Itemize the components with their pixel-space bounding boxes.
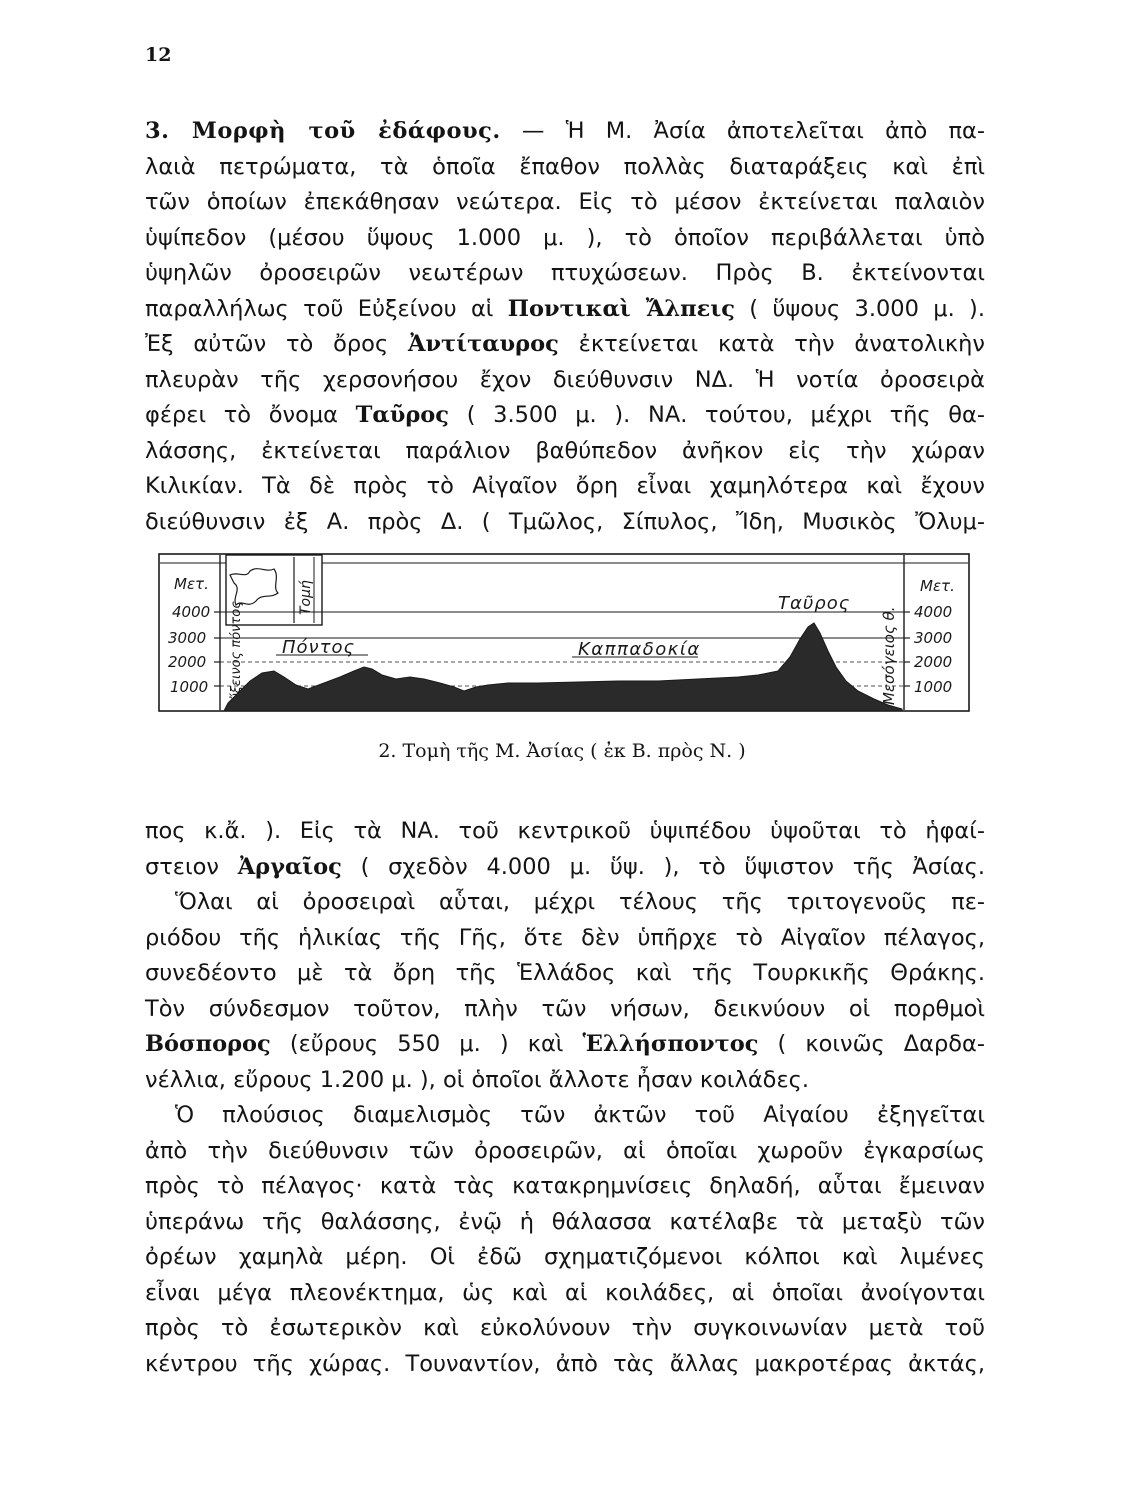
tick-right-4000: 4000 [914,603,953,621]
page-number: 12 [145,44,172,66]
line-text: ὑψηλῶν ὀροσειρῶν νεωτέρων πτυχώσεων. Πρὸς Β. ἐκτείνονται [145,260,985,286]
sea-label-mesogeios: Μεσόγειος θ. [880,606,898,705]
line-text: πρὸς τὸ ἐσωτερικὸν καὶ εὐκολύνουν τὴν συγκοινωνίαν μετὰ τοῦ [145,1315,985,1341]
line-text: πρὸς τὸ πέλαγος· κατὰ τὰς κατακρημνίσεις δηλαδή, αὗται ἔμειναν [145,1173,985,1199]
line-text: ὀρέων χαμηλὰ μέρη. Οἱ ἐδῶ σχηματιζόμενοι κόλποι καὶ λιμένες [145,1244,985,1270]
text-line [145,363,985,399]
text-line [145,1098,985,1134]
line-text: νέλλια, εὔρους 1.200 μ. ), οἱ ὁποῖοι ἄλλοτε ἦσαν κοιλάδες. [145,1066,809,1093]
inset-label: Τομή [298,580,314,615]
tick-left-2000: 2000 [168,653,207,671]
text-line [145,398,985,434]
text-line [145,1347,985,1383]
term-pontic-alps: Ποντικαὶ Ἄλπεις [507,295,735,322]
term-argaios: Ἀργαῖος [237,853,342,880]
line-text: πος κ.ἄ. ). Εἰς τὰ ΝΑ. τοῦ κεντρικοῦ ὑψιπέδου ὑψοῦται τὸ ἡφαί- [145,818,985,844]
line-text: Ἡ Μ. Ἀσία ἀποτελεῖται ἀπὸ πα- [565,118,985,144]
line-text: τῶν ὁποίων ἐπεκάθησαν νεώτερα. Εἰς τὸ μέσον ἐκτείνεται παλαιὸν [145,189,985,215]
line-text: Ὁ πλούσιος διαμελισμὸς τῶν ἀκτῶν τοῦ Αἰγαίου ἐξηγεῖται [175,1102,985,1128]
region-tavros: Ταῦρος [778,593,851,614]
tick-right-1000: 1000 [914,678,953,696]
text-line [145,1027,985,1063]
text-line [145,434,985,470]
text-line [145,885,985,921]
region-pontos: Πόντος [282,637,356,658]
text-line [145,1240,985,1276]
text-line [145,469,985,505]
text-line [145,1205,985,1241]
line-text: εἶναι μέγα πλεονέκτημα, ὡς καὶ αἱ κοιλάδες, αἱ ὁποῖαι ἀνοίγονται [145,1279,985,1306]
text-line [145,327,985,363]
term-bosporos: Βόσπορος [145,1031,271,1057]
text-line [145,956,985,992]
text-line [145,1134,985,1170]
line-text: ὑπεράνω τῆς θαλάσσης, ἐνῷ ἡ θάλασσα κατέλαβε τὰ μεταξὺ τῶν [145,1208,985,1235]
tick-right-2000: 2000 [914,653,953,671]
line-text: διεύθυνσιν ἐξ Α. πρὸς Δ. ( Τμῶλος, Σίπυλος, Ἴδη, Μυσικὸς Ὄλυμ- [145,508,985,535]
line-text: ἀπὸ τὴν διεύθυνσιν τῶν ὀροσειρῶν, αἱ ὁποῖαι χωροῦν ἐγκαρσίως [145,1137,985,1164]
line-text: παραλλήλως τοῦ Εὐξείνου αἱ [145,295,508,322]
text-line [145,292,985,328]
tick-left-4000: 4000 [172,603,211,621]
text-line [145,921,985,957]
line-text: Ὅλαι αἱ ὀροσειραὶ αὗται, μέχρι τέλους τῆς τριτογενοῦς πε- [175,889,985,915]
text-line [145,850,985,886]
line-text: Ἐξ αὐτῶν τὸ ὄρος [145,331,408,357]
line-text: ( σχεδὸν 4.000 μ. ὕψ. ), τὸ ὕψιστον τῆς Ἀσίας. [341,853,985,880]
unit-right: Μετ. [920,577,955,595]
line-text: λαιὰ πετρώματα, τὰ ὁποῖα ἔπαθον πολλὰς διαταράξεις καὶ ἐπὶ [145,153,985,180]
line-text: φέρει τὸ ὄνομα [145,402,356,428]
region-kappadokia: Καππαδοκία [578,639,701,660]
text-line [145,505,985,541]
text-line [145,185,985,221]
line-text: (εὔρους 550 μ. ) καὶ [270,1031,583,1057]
tick-right-3000: 3000 [914,629,953,647]
text-line [145,221,985,257]
term-antitaurus: Ἀντίταυρος [407,331,559,357]
section-heading: 3. Μορφὴ τοῦ ἐδάφους. [145,118,501,144]
text-line [145,1169,985,1205]
line-text: Κιλικίαν. Τὰ δὲ πρὸς τὸ Αἰγαῖον ὄρη εἶναι χαμηλότερα καὶ ἔχουν [145,473,985,499]
text-line [145,256,985,292]
tick-left-1000: 1000 [170,678,209,696]
tick-left-3000: 3000 [168,629,207,647]
term-hellespontos: Ἑλλήσποντος [582,1031,759,1057]
text-line [145,1311,985,1347]
text-line [145,114,985,150]
line-text: ( ὕψους 3.000 μ. ). [734,295,985,322]
sea-label-euxeinos: Εὔξεινος πόντος [229,601,244,709]
line-text: ὑψίπεδον (μέσου ὕψους 1.000 μ. ), τὸ ὁποῖον περιβάλλεται ὑπὸ [145,224,985,251]
cross-section-figure [158,553,970,713]
line-text: ἐκτείνεται κατὰ τὴν ἀνατολικὴν [558,331,985,357]
text-line [145,814,985,850]
line-text: συνεδέοντο μὲ τὰ ὄρη τῆς Ἑλλάδος καὶ τῆς Τουρκικῆς Θράκης. [145,960,985,986]
line-text: στειον [145,853,238,880]
text-line [145,1276,985,1312]
line-text: λάσσης, ἐκτείνεται παράλιον βαθύπεδον ἀνῆκον εἰς τὴν χώραν [145,437,985,464]
line-text: ( 3.500 μ. ). ΝΑ. τούτου, μέχρι τῆς θα- [449,402,986,428]
line-text: πλευρὰν τῆς χερσονήσου ἔχον διεύθυνσιν ΝΔ. Ἡ νοτία ὀροσειρὰ [145,366,985,393]
figure-caption: 2. Τομὴ τῆς Μ. Ἀσίας ( ἐκ Β. πρὸς Ν. ) [378,740,746,762]
unit-left: Μετ. [174,575,209,593]
term-taurus: Ταῦρος [355,402,450,428]
line-text: ( κοινῶς Δαρδα- [758,1031,985,1057]
paragraph-2 [145,814,985,1382]
line-text: Τὸν σύνδεσμον τοῦτον, πλὴν τῶν νήσων, δεικνύουν οἱ πορθμοὶ [145,995,985,1022]
paragraph-1 [145,114,985,540]
heading-dash: — [500,118,566,144]
cross-section-svg [158,553,970,713]
text-line [145,992,985,1028]
line-text: κέντρου τῆς χώρας. Τουναντίον, ἀπὸ τὰς ἄλλας μακροτέρας ἀκτάς, [145,1350,985,1377]
line-text: ριόδου τῆς ἡλικίας τῆς Γῆς, ὅτε δὲν ὑπῆρχε τὸ Αἰγαῖον πέλαγος, [145,924,985,951]
text-line [145,1063,985,1099]
text-line [145,150,985,186]
